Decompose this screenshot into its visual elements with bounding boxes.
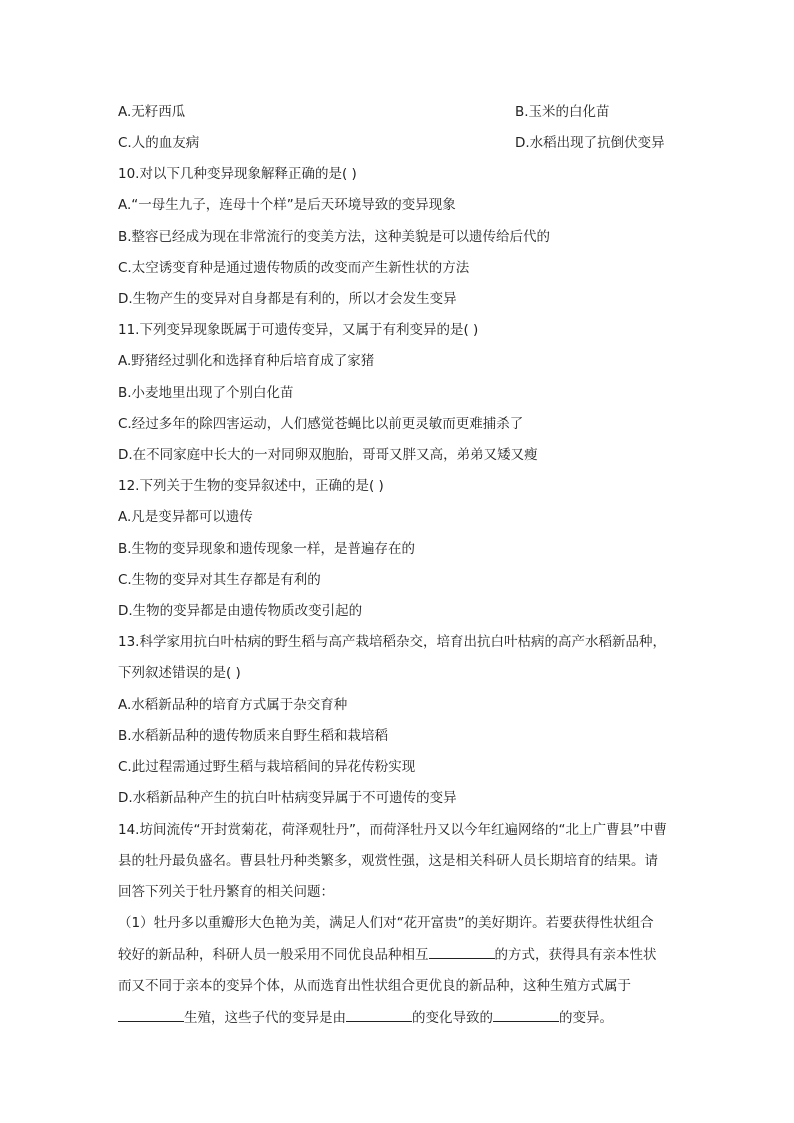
q12-option-c: C.生物的变异对其生存都是有利的 — [118, 572, 321, 588]
answer-blank-2[interactable] — [118, 1007, 184, 1022]
q10-option-d: D.生物产生的变异对自身都是有利的，所以才会发生变异 — [118, 291, 457, 307]
answer-blank-4[interactable] — [493, 1007, 559, 1022]
q10-option-b: B.整容已经成为现在非常流行的变美方法，这种美貌是可以遗传给后代的 — [118, 229, 551, 245]
q11-option-d: D.在不同家庭中长大的一对同卵双胞胎，哥哥又胖又高，弟弟又矮又瘦 — [118, 447, 538, 463]
q14-part1-text-e: 的变异。 — [559, 1010, 613, 1026]
q10-option-c: C.太空诱变育种是通过遗传物质的改变而产生新性状的方法 — [118, 260, 470, 276]
q13-stem-line-1: 13.科学家用抗白叶枯病的野生稻与高产栽培稻杂交，培育出抗白叶枯病的高产水稻新品种， — [118, 634, 666, 650]
q14-part1-text-c: 生殖，这些子代的变异是由 — [184, 1010, 346, 1026]
q9-option-c: C.人的血友病 — [118, 135, 200, 151]
q12-stem: 12.下列关于生物的变异叙述中，正确的是( ) — [118, 478, 384, 494]
q10-option-a: A.“一母生九子，连母十个样”是后天环境导致的变异现象 — [118, 197, 456, 213]
answer-blank-1[interactable] — [429, 944, 495, 959]
answer-blank-3[interactable] — [346, 1007, 412, 1022]
q10-stem: 10.对以下几种变异现象解释正确的是( ) — [118, 166, 357, 182]
q14-intro-line-3: 回答下列关于牡丹繁育的相关问题： — [118, 884, 334, 900]
q14-part1-text-b: 的方式，获得具有亲本性状 — [494, 947, 657, 963]
q11-stem: 11.下列变异现象既属于可遗传变异，又属于有利变异的是( ) — [118, 322, 479, 338]
q9-option-a: A.无籽西瓜 — [118, 104, 186, 120]
q11-option-c: C.经过多年的除四害运动，人们感觉苍蝇比以前更灵敏而更难捕杀了 — [118, 416, 524, 432]
q9-option-d: D.水稻出现了抗倒伏变异 — [515, 135, 665, 151]
q12-option-d: D.生物的变异都是由遗传物质改变引起的 — [118, 603, 363, 619]
q9-option-row-1 — [118, 102, 610, 122]
q14-part1-line-1: （1）牡丹多以重瓣形大色艳为美，满足人们对“花开富贵”的美好期许。若要获得性状组合 — [118, 915, 654, 931]
q13-option-b: B.水稻新品种的遗传物质来自野生稻和栽培稻 — [118, 728, 389, 744]
q14-part1-line-4 — [118, 1007, 613, 1028]
q9-option-row-2 — [118, 133, 665, 153]
q13-option-a: A.水稻新品种的培育方式属于杂交育种 — [118, 697, 348, 713]
q11-option-b: B.小麦地里出现了个别白化苗 — [118, 385, 294, 401]
q14-intro-line-2: 县的牡丹最负盛名。曹县牡丹种类繁多，观赏性强，这是相关科研人员长期培育的结果。请 — [118, 853, 658, 869]
q14-part1-text-d: 的变化导致的 — [412, 1010, 493, 1026]
q12-option-b: B.生物的变异现象和遗传现象一样，是普遍存在的 — [118, 541, 416, 557]
q14-part1-text-a: 较好的新品种，科研人员一般采用不同优良品种相互 — [118, 947, 429, 963]
q14-intro-line-1: 14.坊间流传“开封赏菊花，荷泽观牡丹”，而荷泽牡丹又以今年红遍网络的“北上广曹县”中曹 — [118, 822, 667, 838]
q13-stem-line-2: 下列叙述错误的是( ) — [118, 665, 241, 681]
q12-option-a: A.凡是变异都可以遗传 — [118, 509, 253, 525]
q14-part1-line-2 — [118, 944, 657, 965]
q13-option-d: D.水稻新品种产生的抗白叶枯病变异属于不可遗传的变异 — [118, 790, 457, 806]
q13-option-c: C.此过程需通过野生稻与栽培稻间的异花传粉实现 — [118, 759, 416, 775]
q9-option-b: B.玉米的白化苗 — [515, 104, 610, 120]
q14-part1-line-3: 而又不同于亲本的变异个体，从而选育出性状组合更优良的新品种，这种生殖方式属于 — [118, 978, 631, 994]
q11-option-a: A.野猪经过驯化和选择育种后培育成了家猪 — [118, 353, 375, 369]
